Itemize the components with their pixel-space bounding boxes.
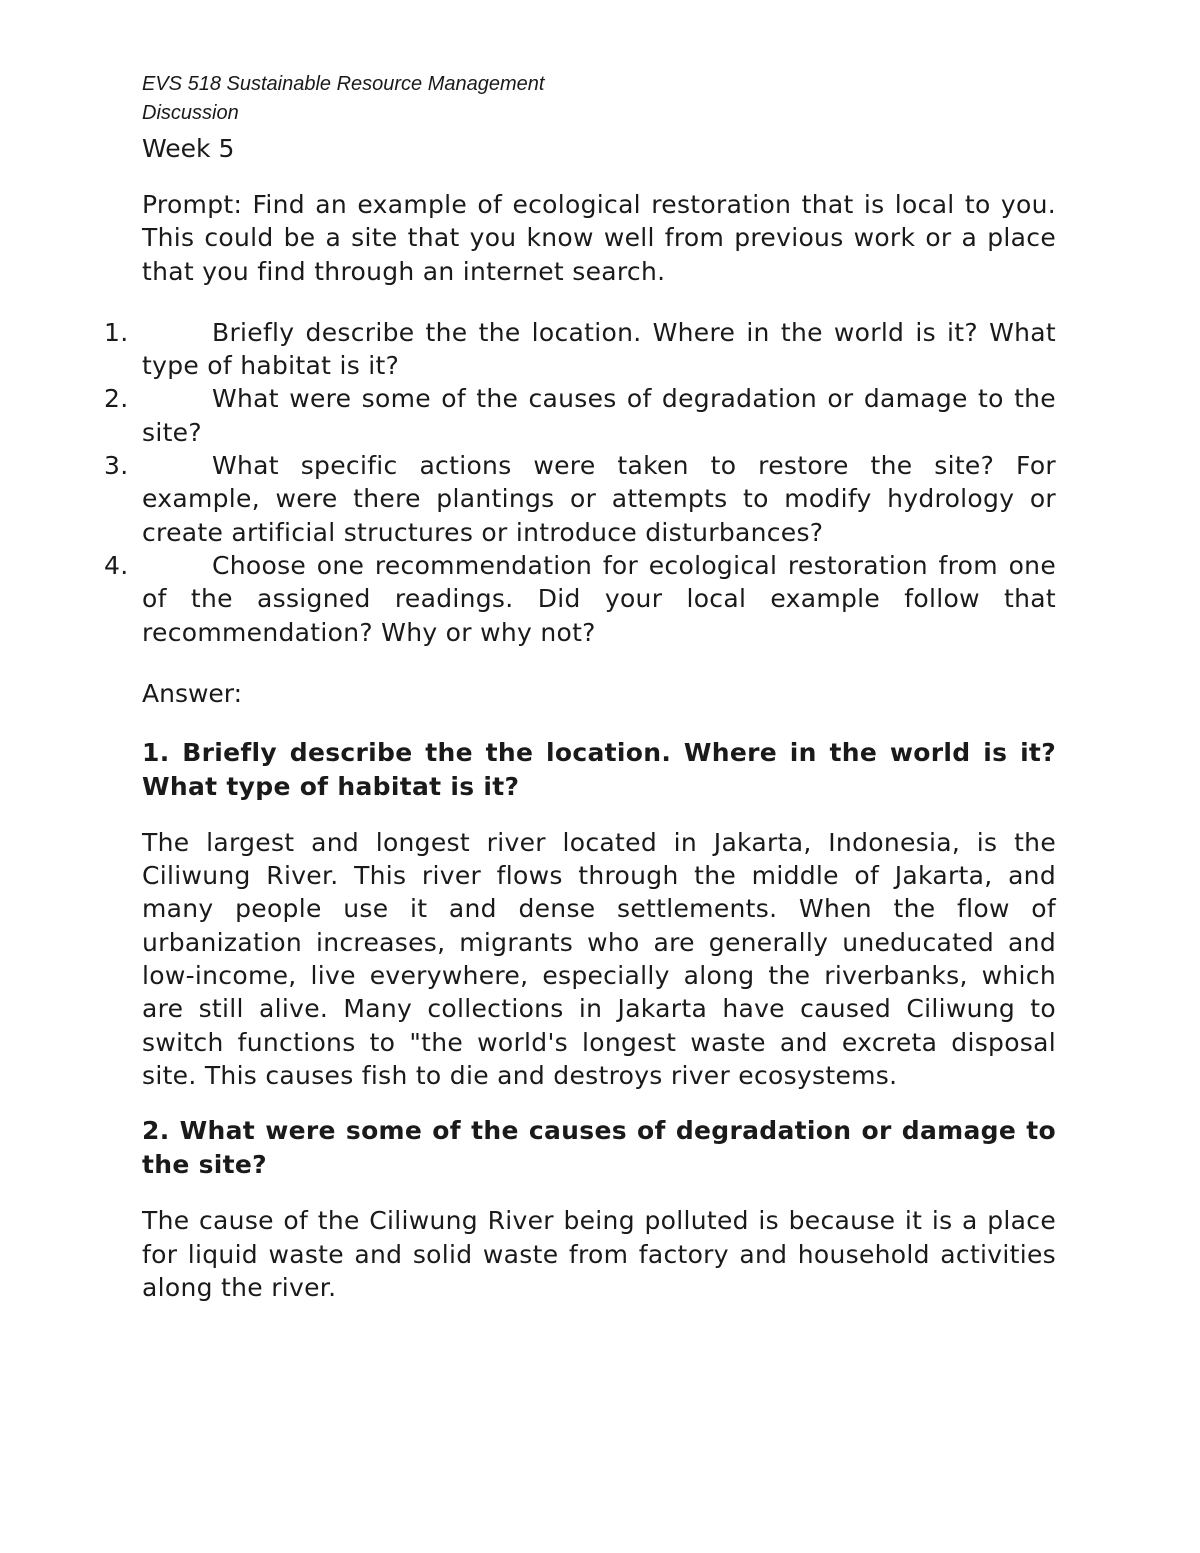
week-label: Week 5 [142,134,235,163]
question-item [104,449,1056,549]
question-item [104,382,1056,449]
answer-2-body: The cause of the Ciliwung River being polluted is because it is a place for liquid waste and solid waste from factory and household activities along the river. [142,1206,1056,1302]
answer-label: Answer: [142,678,243,708]
question-number: 1. [104,317,129,347]
course-title: EVS 518 Sustainable Resource Management [142,73,545,95]
answer-1-heading: 1. Briefly describe the the location. Where in the world is it? What type of habitat is it? [142,737,1056,801]
question-item [104,549,1056,649]
document-page [104,70,1056,1304]
question-text: What specific actions were taken to restore the site? For example, were there plantings or attempts to modify hydrology or create artificial structures or introduce disturbances? [142,451,1056,547]
question-text: Choose one recommendation for ecological restoration from one of the assigned readings. Did your local example follow that recommendation? Why or why not? [142,550,1056,647]
question-number: 4. [104,550,129,580]
question-list [104,316,1056,649]
question-text: Briefly describe the the location. Where in the world is it? What type of habitat is it? [142,317,1056,381]
question-number: 3. [104,451,129,481]
answer-2-heading: 2. What were some of the causes of degradation or damage to the site? [142,1116,1056,1180]
question-item [104,316,1056,383]
question-number: 2. [104,384,129,414]
answer-1-body: The largest and longest river located in Jakarta, Indonesia, is the Ciliwung River. This river flows through the middle of Jakarta, and many people use it and dense settlements. When the flow of urbanization increases, migrants who are generally uneducated and low-income, live everywhere, especially along the riverbanks, which are still alive. Many collections in Jakarta have caused Ciliwung to switch functions to "the world's longest waste and excreta disposal site. This causes fish to die and destroys river ecosystems. [142,827,1056,1090]
question-text: What were some of the causes of degradation or damage to the site? [142,384,1056,447]
prompt-text: Prompt: Find an example of ecological restoration that is local to you. This could be a site that you know well from previous work or a place that you find through an internet search. [142,190,1056,286]
document-type: Discussion [142,102,239,124]
